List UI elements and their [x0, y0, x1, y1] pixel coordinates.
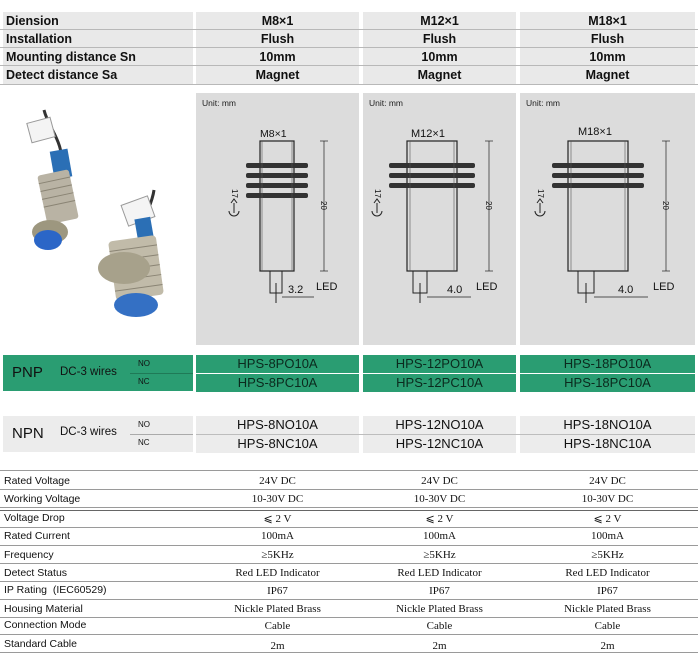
spec-value: 10-30V DC	[581, 493, 634, 505]
header-value: Flush	[363, 30, 516, 48]
spec-value: ≥5KHz	[591, 549, 624, 561]
led-label: LED	[316, 281, 338, 293]
divider	[0, 634, 698, 635]
spec-value: 100mA	[261, 530, 294, 542]
spec-value: 100mA	[591, 530, 624, 542]
npn-nc-model: HPS-12NC10A	[363, 435, 516, 453]
pnp-type-label: PNP	[12, 364, 43, 381]
spec-value: 2m	[600, 640, 615, 652]
divider	[130, 373, 193, 374]
divider	[0, 470, 698, 471]
spec-value: 24V DC	[589, 475, 626, 487]
header-value: 10mm	[520, 48, 695, 66]
pnp-nc-model: HPS-18PC10A	[520, 374, 695, 392]
spec-label-standard-cable: Standard Cable	[4, 638, 77, 650]
pnp-no-label: NO	[138, 359, 150, 368]
spec-label-rated-voltage: Rated Voltage	[4, 475, 70, 487]
spec-label-voltage-drop: Voltage Drop	[4, 512, 65, 524]
spec-value: Nickle Plated Brass	[564, 603, 651, 615]
sensor-2-image	[98, 190, 164, 317]
spec-value: IP67	[429, 585, 450, 597]
spec-value: Cable	[594, 620, 621, 632]
dimension-diagram-m8	[196, 93, 359, 345]
spec-value: 10-30V DC	[251, 493, 304, 505]
header-label: Installation	[3, 30, 193, 48]
pnp-no-model: HPS-8PO10A	[196, 355, 359, 373]
spec-value: Red LED Indicator	[565, 567, 650, 579]
header-row-mounting-distance	[0, 48, 698, 66]
spec-value: Red LED Indicator	[235, 567, 320, 579]
spec-value: 2m	[432, 640, 447, 652]
dimension-diagram-m18	[520, 93, 695, 345]
spec-label-working-voltage: Working Voltage	[4, 493, 81, 505]
spec-label-detect-status: Detect Status	[4, 567, 68, 579]
pnp-nc-label: NC	[138, 377, 150, 386]
divider	[0, 489, 698, 490]
divider	[0, 527, 698, 528]
npn-no-model: HPS-18NO10A	[520, 416, 695, 434]
header-value: M12×1	[363, 12, 516, 30]
divider	[0, 510, 698, 511]
header-label: Detect distance Sa	[3, 66, 193, 84]
divider	[0, 65, 698, 66]
header-value: Magnet	[520, 66, 695, 84]
divider	[0, 29, 698, 30]
thread-label: M8×1	[260, 128, 287, 140]
width-label: 4.0	[618, 284, 634, 296]
spec-label-housing-material: Housing Material	[4, 603, 83, 615]
divider	[0, 652, 698, 653]
header-value: M18×1	[520, 12, 695, 30]
header-value: Flush	[520, 30, 695, 48]
header-row-dimension	[0, 12, 698, 30]
npn-nc-model: HPS-8NC10A	[196, 435, 359, 453]
divider	[0, 581, 698, 582]
spec-value: Nickle Plated Brass	[396, 603, 483, 615]
header-value: 10mm	[196, 48, 359, 66]
side-label: 17	[372, 189, 382, 198]
spec-label-rated-current: Rated Current	[4, 530, 70, 542]
header-value: Magnet	[196, 66, 359, 84]
header-value: M8×1	[196, 12, 359, 30]
spec-value: Nickle Plated Brass	[234, 603, 321, 615]
spec-value: Cable	[426, 620, 453, 632]
pnp-no-model: HPS-12PO10A	[363, 355, 516, 373]
header-label: Diension	[3, 12, 193, 30]
width-label: 4.0	[447, 284, 463, 296]
divider	[0, 617, 698, 618]
led-label: LED	[653, 281, 675, 293]
divider	[196, 434, 695, 435]
divider	[0, 599, 698, 600]
spec-value: IP67	[267, 585, 288, 597]
header-label: Mounting distance Sn	[3, 48, 193, 66]
thread-label: M12×1	[411, 128, 445, 140]
dimension-diagram-m12	[363, 93, 516, 345]
side-label: 17	[229, 189, 239, 198]
unit-label: Unit: mm	[526, 98, 560, 108]
unit-label: Unit: mm	[202, 98, 236, 108]
sensor-1-image	[27, 110, 79, 250]
pnp-no-model: HPS-18PO10A	[520, 355, 695, 373]
unit-label: Unit: mm	[369, 98, 403, 108]
spec-value: ⩽ 2 V	[263, 513, 292, 525]
length-label: 20	[660, 201, 670, 210]
spec-label-ip-rating: IP Rating (IEC60529)	[4, 584, 107, 596]
sensor-photo	[4, 100, 192, 330]
divider	[0, 507, 698, 508]
spec-value: Red LED Indicator	[397, 567, 482, 579]
length-label: 20	[318, 201, 328, 210]
thread-label: M18×1	[578, 126, 612, 138]
spec-value: 24V DC	[259, 475, 296, 487]
npn-nc-model: HPS-18NC10A	[520, 435, 695, 453]
pnp-nc-model: HPS-8PC10A	[196, 374, 359, 392]
spec-value: ≥5KHz	[423, 549, 456, 561]
spec-label-frequency: Frequency	[4, 549, 54, 561]
header-value: Flush	[196, 30, 359, 48]
divider	[0, 84, 698, 85]
npn-no-label: NO	[138, 420, 150, 429]
npn-no-model: HPS-8NO10A	[196, 416, 359, 434]
spec-value: ≥5KHz	[261, 549, 294, 561]
length-label: 20	[483, 201, 493, 210]
header-value: Magnet	[363, 66, 516, 84]
spec-value: Cable	[264, 620, 291, 632]
spec-value: ⩽ 2 V	[593, 513, 622, 525]
divider	[130, 434, 193, 435]
header-row-installation	[0, 30, 698, 48]
npn-nc-label: NC	[138, 438, 150, 447]
spec-value: 24V DC	[421, 475, 458, 487]
spec-value: 10-30V DC	[413, 493, 466, 505]
pnp-nc-model: HPS-12PC10A	[363, 374, 516, 392]
npn-no-model: HPS-12NO10A	[363, 416, 516, 434]
divider	[0, 545, 698, 546]
header-row-detect-distance	[0, 66, 698, 84]
side-label: 17	[535, 189, 545, 198]
spec-value: 100mA	[423, 530, 456, 542]
spec-value: IP67	[597, 585, 618, 597]
spec-label-connection-mode: Connection Mode	[4, 619, 87, 631]
npn-wires-label: DC-3 wires	[60, 426, 117, 438]
spec-value: ⩽ 2 V	[425, 513, 454, 525]
width-label: 3.2	[288, 284, 304, 296]
pnp-wires-label: DC-3 wires	[60, 366, 117, 378]
spec-value: 2m	[270, 640, 285, 652]
npn-type-label: NPN	[12, 425, 44, 442]
divider	[0, 563, 698, 564]
header-value: 10mm	[363, 48, 516, 66]
led-label: LED	[476, 281, 498, 293]
divider	[0, 47, 698, 48]
